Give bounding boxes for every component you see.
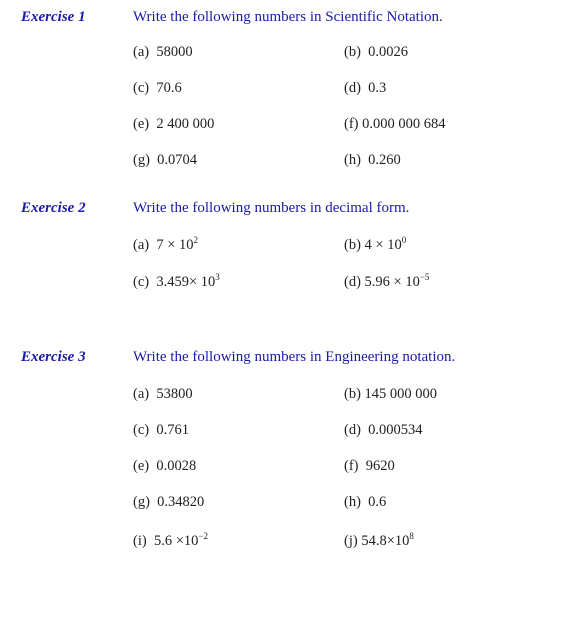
exercise-3-item-a [133,386,193,403]
exercise-1-item-g [133,152,197,169]
item-value: 0.260 [368,152,401,168]
exercise-2-instruction: Write the following numbers in decimal form. [133,200,410,216]
item-value: 0.000 000 684 [362,116,446,132]
item-value: 0.6 [368,494,387,510]
item-exponent: 0 [401,235,407,245]
exercise-1-label: Exercise 1 [21,9,86,25]
item-value: 58000 [156,44,193,60]
exercise-1-item-d [344,80,386,97]
item-mantissa: 4 × 10 [364,237,402,253]
item-exponent: 2 [193,235,199,245]
item-value: 0.0028 [156,458,197,474]
exercise-3-item-i [133,533,208,550]
item-label: (g) [133,494,150,510]
item-mantissa: 54.8×10 [361,533,410,549]
exercise-2-item-d [344,274,429,291]
exercise-1-item-b [344,44,408,61]
item-label: (i) [133,533,147,549]
item-mantissa: 5.6 ×10 [153,533,199,549]
item-value: 0.0026 [368,44,409,60]
exercise-1-item-h [344,152,401,169]
item-value: 53800 [156,386,193,402]
item-value: 0.3 [368,80,387,96]
item-value: 70.6 [156,80,182,96]
item-label: (b) [344,386,361,402]
exercise-3-item-h [344,494,386,511]
item-label: (h) [344,152,361,168]
item-label: (f) [344,116,359,132]
item-value: 145 000 000 [364,386,438,402]
exercise-1-item-f [344,116,446,133]
item-label: (g) [133,152,150,168]
item-value: 0.000534 [368,422,423,438]
item-label: (e) [133,458,150,474]
exercise-2-item-b [344,237,406,254]
item-label: (d) [344,274,361,290]
exercise-3-item-c [133,422,189,439]
item-label: (e) [133,116,150,132]
item-label: (f) [344,458,359,474]
item-label: (h) [344,494,361,510]
exercise-2-item-c [133,274,220,291]
item-label: (b) [344,237,361,253]
exercise-3-item-g [133,494,204,511]
item-exponent: 3 [215,272,220,282]
item-exponent: −5 [419,272,430,282]
exercise-3-item-e [133,458,196,475]
exercise-1-item-c [133,80,182,97]
item-value: 0.0704 [157,152,198,168]
exercise-1-item-e [133,116,214,133]
item-value: 9620 [365,458,395,474]
exercise-3-item-b [344,386,437,403]
exercise-2-label: Exercise 2 [21,200,86,216]
exercise-2-item-a [133,237,198,254]
item-label: (b) [344,44,361,60]
exercise-1-instruction: Write the following numbers in Scientific Notation. [133,9,443,25]
item-label: (a) [133,44,150,60]
exercise-3-item-f [344,458,395,475]
item-label: (a) [133,386,150,402]
item-label: (j) [344,533,358,549]
item-label: (d) [344,80,361,96]
item-mantissa: 7 × 10 [156,237,194,253]
item-label: (c) [133,274,150,290]
exercise-3-item-j [344,533,414,550]
exercise-3-instruction: Write the following numbers in Engineering notation. [133,349,456,365]
exercise-3-item-d [344,422,423,439]
item-mantissa: 5.96 × 10 [364,274,420,290]
item-exponent: −2 [198,531,208,541]
item-mantissa: 3.459× 10 [156,274,216,290]
item-value: 2 400 000 [156,116,215,132]
item-label: (d) [344,422,361,438]
item-label: (a) [133,237,150,253]
item-value: 0.761 [156,422,189,438]
exercise-1-item-a [133,44,193,61]
item-value: 0.34820 [157,494,205,510]
exercise-3-label: Exercise 3 [21,349,86,365]
item-label: (c) [133,80,150,96]
item-exponent: 8 [409,531,414,541]
item-label: (c) [133,422,150,438]
